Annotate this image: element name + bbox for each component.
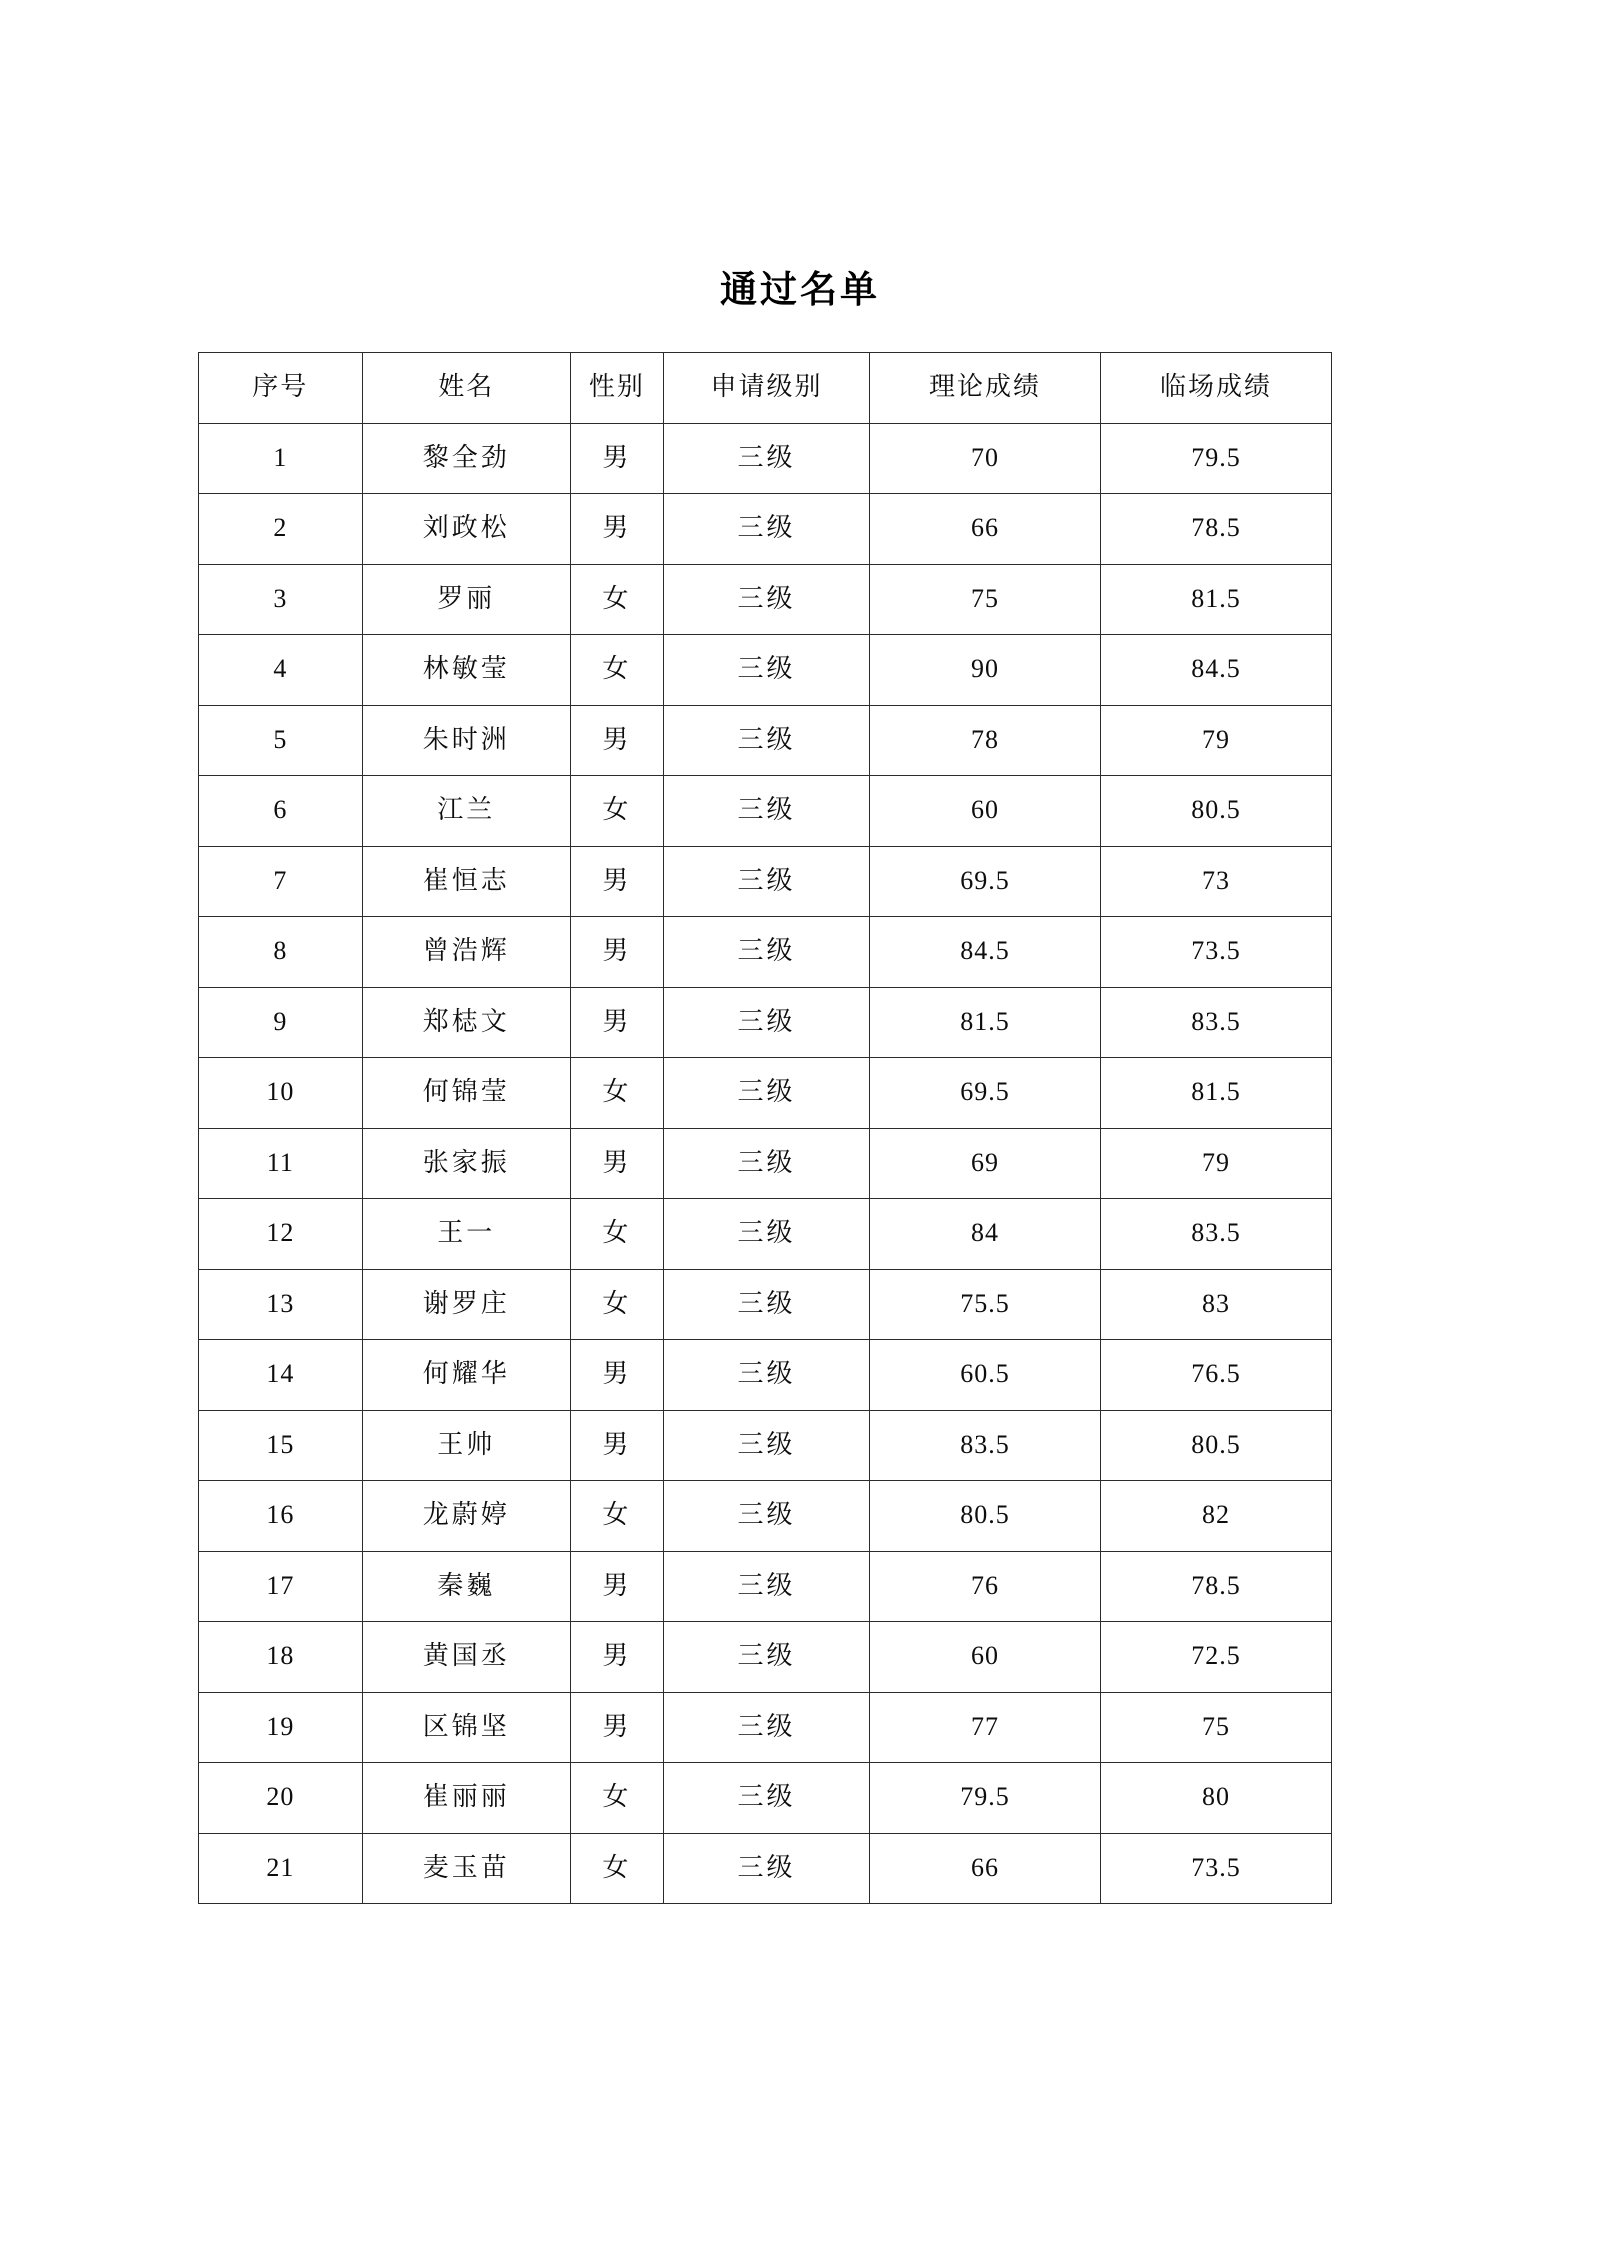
table-row [199, 1692, 1332, 1763]
table-row [199, 776, 1332, 847]
cell-practical: 83.5 [1101, 987, 1332, 1058]
table-row [199, 1128, 1332, 1199]
cell-name: 谢罗庄 [362, 1269, 570, 1340]
table-header-row [199, 353, 1332, 424]
cell-index: 10 [199, 1058, 363, 1129]
cell-gender: 男 [570, 987, 663, 1058]
cell-practical: 75 [1101, 1692, 1332, 1763]
cell-index: 14 [199, 1340, 363, 1411]
cell-index: 20 [199, 1763, 363, 1834]
cell-gender: 女 [570, 1199, 663, 1270]
cell-practical: 81.5 [1101, 1058, 1332, 1129]
page-title: 通过名单 [720, 270, 880, 311]
cell-index: 19 [199, 1692, 363, 1763]
cell-index: 6 [199, 776, 363, 847]
cell-theory: 66 [870, 494, 1101, 565]
cell-name: 刘政松 [362, 494, 570, 565]
cell-gender: 男 [570, 1340, 663, 1411]
cell-index: 12 [199, 1199, 363, 1270]
cell-level: 三级 [663, 1410, 869, 1481]
cell-gender: 男 [570, 1551, 663, 1622]
table-row [199, 1551, 1332, 1622]
cell-name: 曾浩辉 [362, 917, 570, 988]
cell-theory: 60.5 [870, 1340, 1101, 1411]
cell-index: 15 [199, 1410, 363, 1481]
cell-gender: 女 [570, 1833, 663, 1904]
cell-theory: 80.5 [870, 1481, 1101, 1552]
cell-theory: 69.5 [870, 846, 1101, 917]
cell-name: 江兰 [362, 776, 570, 847]
cell-index: 18 [199, 1622, 363, 1693]
cell-index: 3 [199, 564, 363, 635]
cell-level: 三级 [663, 1481, 869, 1552]
cell-practical: 73.5 [1101, 917, 1332, 988]
cell-level: 三级 [663, 1058, 869, 1129]
cell-practical: 80.5 [1101, 1410, 1332, 1481]
cell-theory: 84 [870, 1199, 1101, 1270]
cell-theory: 60 [870, 776, 1101, 847]
cell-gender: 男 [570, 846, 663, 917]
table-row [199, 987, 1332, 1058]
cell-gender: 女 [570, 1763, 663, 1834]
cell-level: 三级 [663, 1269, 869, 1340]
cell-gender: 女 [570, 635, 663, 706]
cell-theory: 78 [870, 705, 1101, 776]
cell-practical: 83.5 [1101, 1199, 1332, 1270]
cell-theory: 76 [870, 1551, 1101, 1622]
cell-practical: 84.5 [1101, 635, 1332, 706]
table-row [199, 917, 1332, 988]
cell-gender: 男 [570, 1128, 663, 1199]
cell-level: 三级 [663, 776, 869, 847]
cell-index: 11 [199, 1128, 363, 1199]
cell-index: 9 [199, 987, 363, 1058]
cell-theory: 77 [870, 1692, 1101, 1763]
cell-name: 郑梽文 [362, 987, 570, 1058]
cell-gender: 女 [570, 1481, 663, 1552]
cell-level: 三级 [663, 635, 869, 706]
table-row [199, 564, 1332, 635]
cell-theory: 70 [870, 423, 1101, 494]
cell-gender: 男 [570, 1410, 663, 1481]
table-row [199, 1481, 1332, 1552]
cell-practical: 78.5 [1101, 494, 1332, 565]
roster-table [198, 352, 1332, 1904]
cell-name: 崔丽丽 [362, 1763, 570, 1834]
cell-level: 三级 [663, 987, 869, 1058]
cell-level: 三级 [663, 494, 869, 565]
table-row [199, 1199, 1332, 1270]
roster-table-container [198, 352, 1332, 1904]
cell-gender: 女 [570, 1269, 663, 1340]
cell-theory: 66 [870, 1833, 1101, 1904]
cell-index: 2 [199, 494, 363, 565]
cell-gender: 男 [570, 423, 663, 494]
cell-index: 4 [199, 635, 363, 706]
cell-level: 三级 [663, 1340, 869, 1411]
cell-practical: 79.5 [1101, 423, 1332, 494]
cell-index: 5 [199, 705, 363, 776]
cell-name: 秦巍 [362, 1551, 570, 1622]
cell-gender: 男 [570, 1622, 663, 1693]
cell-level: 三级 [663, 1128, 869, 1199]
column-header-theory: 理论成绩 [870, 353, 1101, 424]
cell-index: 21 [199, 1833, 363, 1904]
cell-index: 13 [199, 1269, 363, 1340]
table-row [199, 1410, 1332, 1481]
column-header-gender: 性别 [570, 353, 663, 424]
cell-level: 三级 [663, 1692, 869, 1763]
cell-name: 麦玉苗 [362, 1833, 570, 1904]
cell-name: 区锦坚 [362, 1692, 570, 1763]
cell-index: 7 [199, 846, 363, 917]
table-row [199, 1833, 1332, 1904]
cell-level: 三级 [663, 705, 869, 776]
cell-level: 三级 [663, 1551, 869, 1622]
column-header-level: 申请级别 [663, 353, 869, 424]
cell-practical: 80.5 [1101, 776, 1332, 847]
cell-theory: 81.5 [870, 987, 1101, 1058]
cell-level: 三级 [663, 1622, 869, 1693]
cell-theory: 60 [870, 1622, 1101, 1693]
table-row [199, 1622, 1332, 1693]
cell-gender: 男 [570, 917, 663, 988]
cell-theory: 84.5 [870, 917, 1101, 988]
cell-gender: 男 [570, 705, 663, 776]
cell-practical: 76.5 [1101, 1340, 1332, 1411]
table-body [199, 423, 1332, 1904]
table-row [199, 635, 1332, 706]
column-header-name: 姓名 [362, 353, 570, 424]
cell-gender: 女 [570, 564, 663, 635]
column-header-index: 序号 [199, 353, 363, 424]
cell-name: 何锦莹 [362, 1058, 570, 1129]
cell-name: 罗丽 [362, 564, 570, 635]
cell-level: 三级 [663, 423, 869, 494]
cell-theory: 79.5 [870, 1763, 1101, 1834]
table-row [199, 423, 1332, 494]
table-header [199, 353, 1332, 424]
cell-theory: 69.5 [870, 1058, 1101, 1129]
cell-gender: 男 [570, 494, 663, 565]
cell-name: 何耀华 [362, 1340, 570, 1411]
cell-index: 1 [199, 423, 363, 494]
cell-theory: 69 [870, 1128, 1101, 1199]
cell-theory: 75 [870, 564, 1101, 635]
cell-name: 张家振 [362, 1128, 570, 1199]
table-row [199, 494, 1332, 565]
table-row [199, 1269, 1332, 1340]
cell-practical: 80 [1101, 1763, 1332, 1834]
cell-name: 王帅 [362, 1410, 570, 1481]
table-row [199, 846, 1332, 917]
table-row [199, 1058, 1332, 1129]
cell-practical: 83 [1101, 1269, 1332, 1340]
cell-name: 林敏莹 [362, 635, 570, 706]
cell-name: 黄国丞 [362, 1622, 570, 1693]
table-row [199, 1763, 1332, 1834]
cell-name: 龙蔚婷 [362, 1481, 570, 1552]
cell-name: 黎全劲 [362, 423, 570, 494]
cell-name: 王一 [362, 1199, 570, 1270]
cell-theory: 75.5 [870, 1269, 1101, 1340]
cell-level: 三级 [663, 917, 869, 988]
cell-practical: 78.5 [1101, 1551, 1332, 1622]
cell-level: 三级 [663, 846, 869, 917]
table-row [199, 1340, 1332, 1411]
cell-index: 8 [199, 917, 363, 988]
cell-practical: 82 [1101, 1481, 1332, 1552]
cell-practical: 73.5 [1101, 1833, 1332, 1904]
column-header-practical: 临场成绩 [1101, 353, 1332, 424]
cell-gender: 女 [570, 1058, 663, 1129]
cell-index: 16 [199, 1481, 363, 1552]
cell-level: 三级 [663, 1833, 869, 1904]
cell-name: 朱时洲 [362, 705, 570, 776]
cell-practical: 81.5 [1101, 564, 1332, 635]
cell-gender: 女 [570, 776, 663, 847]
cell-theory: 90 [870, 635, 1101, 706]
cell-name: 崔恒志 [362, 846, 570, 917]
cell-level: 三级 [663, 1763, 869, 1834]
cell-practical: 72.5 [1101, 1622, 1332, 1693]
cell-practical: 73 [1101, 846, 1332, 917]
table-row [199, 705, 1332, 776]
cell-level: 三级 [663, 564, 869, 635]
cell-theory: 83.5 [870, 1410, 1101, 1481]
cell-practical: 79 [1101, 705, 1332, 776]
cell-practical: 79 [1101, 1128, 1332, 1199]
cell-index: 17 [199, 1551, 363, 1622]
cell-level: 三级 [663, 1199, 869, 1270]
cell-gender: 男 [570, 1692, 663, 1763]
